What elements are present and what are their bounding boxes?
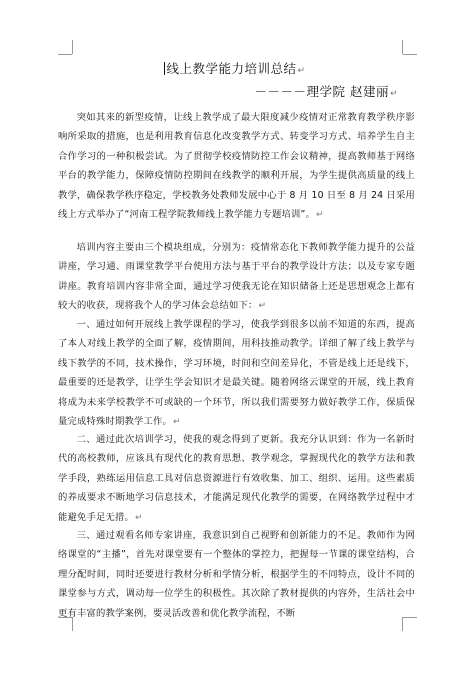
crop-mark-top-left (72, 40, 73, 54)
document-title-text: 线上教学能力培训总结 (166, 61, 297, 76)
paragraph-text: 三、通过观看名师专家讲座，我意识到自己视野和创新能力的不足。教师作为网络课堂的“主播”，首先对课堂要有一个整体的掌控力，把握每一节课的课堂结构，合理分配时间，同时还要进行教材分析和学情分析，根据学生的不同特点，设计不同的课堂参与方式，调动每一位学生的积极性。其次除了教材提供的内容外，生活社会中更有丰富的教学案例，要灵活改善和优化教学流程，不断 (58, 530, 415, 619)
body-paragraph-1[interactable] (58, 108, 415, 225)
paragraph-text: 二、通过此次培训学习，使我的观念得到了更新。我充分认识到：作为一名新时代的高校教师，应该具有现代化的教育思想、教学观念，掌握现代化的教学方法和教学手段，熟练运用信息工具对信息资源进行有效收集、加工、组织、运用。这些素质的养成要求不断地学习信息技术，才能满足现代化教学的需要，在网络教学过程中才能避免手足无措。 (58, 434, 415, 523)
paragraph-mark-icon: ↵ (134, 512, 143, 523)
paragraph-mark-icon: ↵ (172, 417, 181, 428)
paragraph-text: 突如其来的新型疫情，让线上教学成了最大限度减少疫情对正常教育教学秩序影响所采取的措施，也是利用教育信息化改变教学方式、转变学习方式、培养学生自主合作学习的一种积极尝试。为了贯彻学校疫情防控工作会议精神，提高教师基于网络平台的教学能力，保障疫情防控期间在线教学的顺利开展，为学生提供高质量的线上教学，确保教学秩序稳定，学校教务处教师发展中心于 8 月 10 日至 8 月 24 日采用线上方式举办了“河南工程学院教师线上教学能力专题培训”。 (58, 112, 415, 221)
crop-mark-top-left (58, 54, 72, 55)
crop-mark-top-right (403, 54, 417, 55)
paragraph-text: 一、通过如何开展线上教学课程的学习，使我学到很多以前不知道的东西，提高了本人对线上教学的全面了解，疫情期间，用科技推动教学。详细了解了线上教学与线下教学的不同，技术操作，学习环境，时间和空间差异化，不管是线上还是线下，最重要的还是教学，让学生学会知识才是最关键。随着网络云课堂的开展，线上教育将成为未来学校教学不可或缺的一个环节，所以我们需要努力做好教学工作，保质保量完成特殊时期教学工作。 (58, 319, 415, 428)
paragraph-mark-icon: ↵ (315, 210, 324, 221)
paragraph-text: 培训内容主要由三个模块组成，分别为：疫情常态化下教师教学能力提升的公益讲座，学习通、雨课堂教学平台使用方法与基于平台的教学设计方法；以及专家专题讲座。教育培训内容非常全面，通过学习使我无论在知识储备上还是思想观念上都有较大的收获，现将我个人的学习体会总结如下： (58, 242, 415, 312)
document-title[interactable] (0, 59, 470, 77)
crop-mark-top-right (402, 40, 403, 54)
author-byline[interactable] (254, 82, 398, 100)
paragraph-mark-icon: ↵ (389, 89, 398, 99)
paragraph-mark-icon: ↵ (258, 301, 267, 312)
body-paragraph-2[interactable] (58, 238, 415, 317)
body-paragraph-3[interactable] (58, 315, 415, 432)
paragraph-mark-icon: ↵ (297, 66, 306, 76)
body-paragraph-5[interactable] (58, 526, 415, 623)
body-paragraph-4[interactable] (58, 430, 415, 528)
author-byline-text: －－－－理学院 赵建丽 (254, 84, 389, 99)
